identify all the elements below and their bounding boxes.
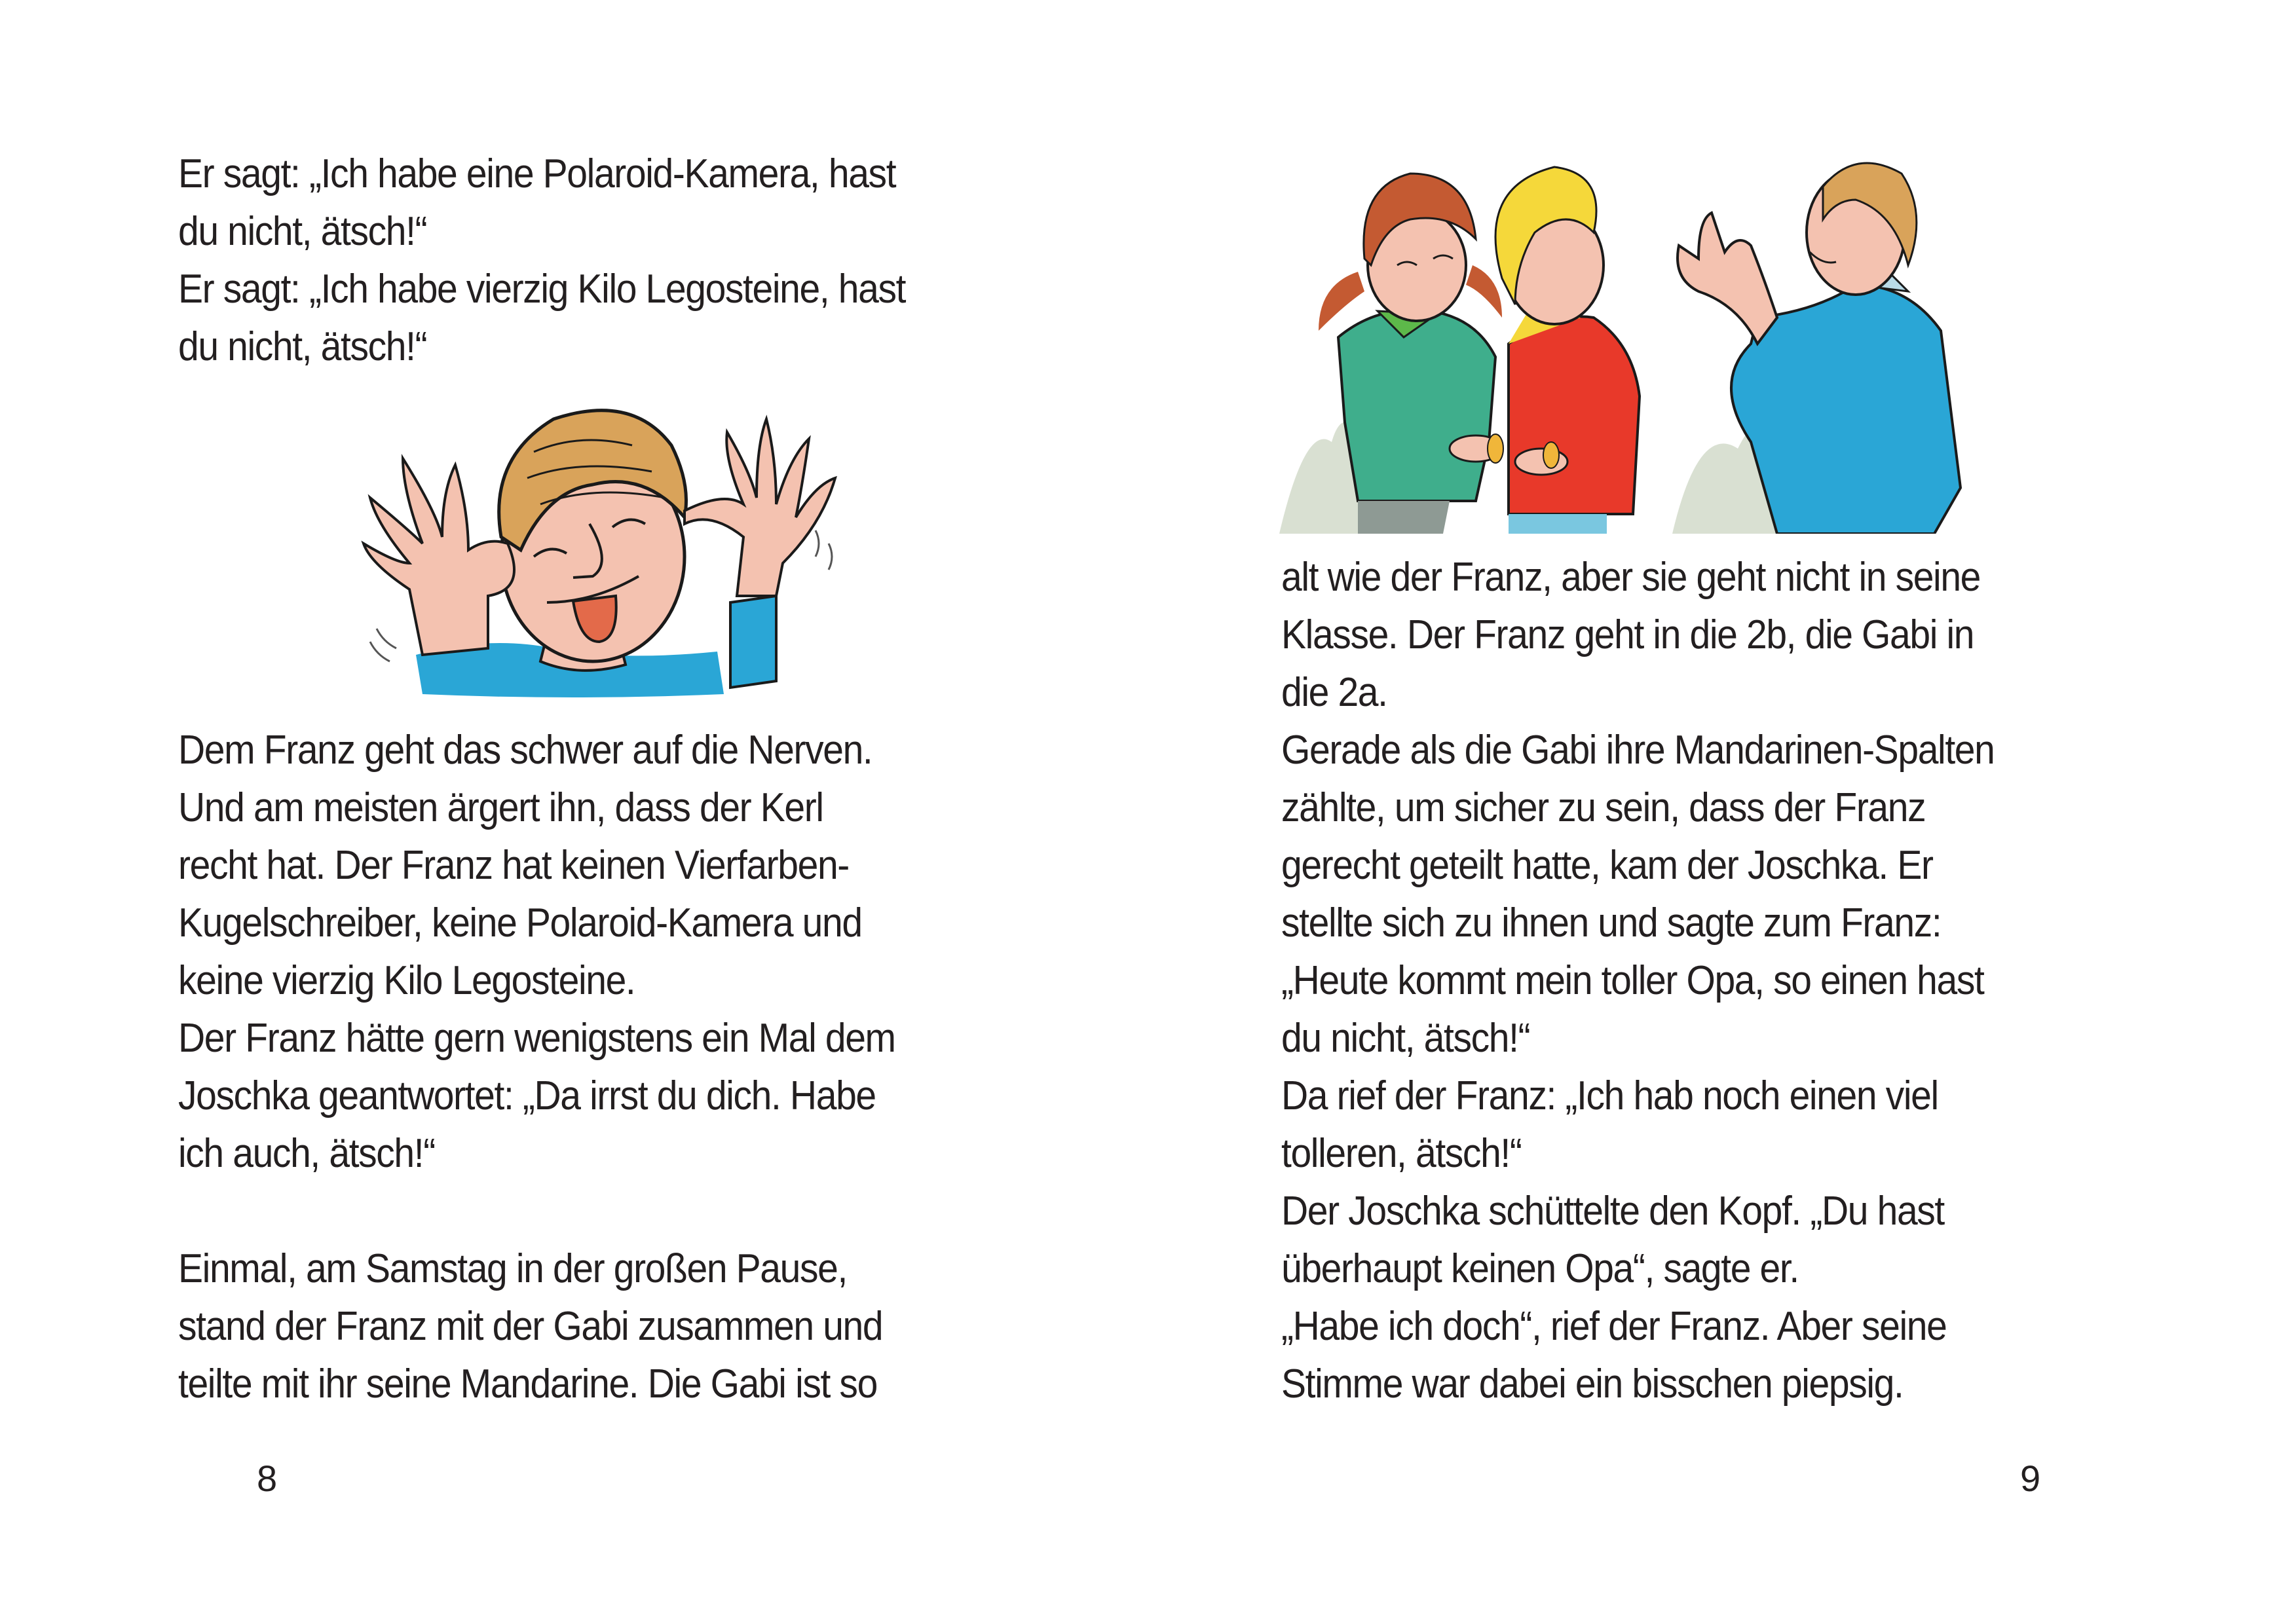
left-middle-paragraph [178, 722, 895, 1183]
text-line: Und am meisten ärgert ihn, dass der Kerl [178, 785, 823, 830]
right-page [1145, 0, 2290, 1624]
left-bottom-paragraph [178, 1240, 882, 1413]
text-line: Der Franz hätte gern wenigstens ein Mal dem [178, 1016, 895, 1061]
text-line: du nicht, ätsch!“ [1281, 1016, 1530, 1061]
text-line: recht hat. Der Franz hat keinen Vierfarben- [178, 843, 849, 888]
text-line: gerecht geteilt hatte, kam der Joschka. Er [1281, 843, 1933, 888]
text-line: Joschka geantwortet: „Da irrst du dich. Habe [178, 1073, 876, 1118]
text-line: stand der Franz mit der Gabi zusammen und [178, 1304, 883, 1349]
text-line: zählte, um sicher zu sein, dass der Franz [1281, 785, 1926, 830]
text-line: überhaupt keinen Opa“, sagte er. [1281, 1246, 1799, 1291]
text-line: Stimme war dabei ein bisschen piepsig. [1281, 1361, 1904, 1407]
text-line: Gerade als die Gabi ihre Mandarinen-Spalten [1281, 728, 1995, 773]
text-line: alt wie der Franz, aber sie geht nicht in seine [1281, 555, 1981, 600]
left-top-paragraph [178, 145, 905, 376]
page-number-left: 8 [257, 1458, 278, 1499]
text-line: „Heute kommt mein toller Opa, so einen hast [1281, 958, 1984, 1003]
text-line: „Habe ich doch“, rief der Franz. Aber seine [1281, 1304, 1947, 1349]
right-paragraph [1281, 549, 1994, 1413]
text-line: Er sagt: „Ich habe eine Polaroid-Kamera, hast [178, 151, 896, 196]
text-line: stellte sich zu ihnen und sagte zum Franz: [1281, 900, 1942, 946]
text-line: Klasse. Der Franz geht in die 2b, die Gabi in [1281, 612, 1974, 657]
text-line: die 2a. [1281, 670, 1387, 715]
text-line: Dem Franz geht das schwer auf die Nerven. [178, 728, 873, 773]
text-line: du nicht, ätsch!“ [178, 209, 427, 254]
text-line: keine vierzig Kilo Legosteine. [178, 958, 635, 1003]
text-line: Einmal, am Samstag in der großen Pause, [178, 1246, 847, 1291]
text-line: Da rief der Franz: „Ich hab noch einen viel [1281, 1073, 1938, 1118]
text-line: Der Joschka schüttelte den Kopf. „Du hast [1281, 1189, 1944, 1234]
text-line: ich auch, ätsch!“ [178, 1131, 435, 1176]
children-sharing-mandarin-illustration [1279, 147, 1980, 534]
text-line: Er sagt: „Ich habe vierzig Kilo Legosteine, hast [178, 267, 906, 312]
text-line: tolleren, ätsch!“ [1281, 1131, 1522, 1176]
page-number-right: 9 [2020, 1458, 2041, 1499]
text-line: Kugelschreiber, keine Polaroid-Kamera und [178, 900, 862, 946]
text-line: teilte mit ihr seine Mandarine. Die Gabi ist so [178, 1361, 877, 1407]
boy-teasing-illustration [357, 393, 848, 701]
text-line: du nicht, ätsch!“ [178, 324, 427, 369]
